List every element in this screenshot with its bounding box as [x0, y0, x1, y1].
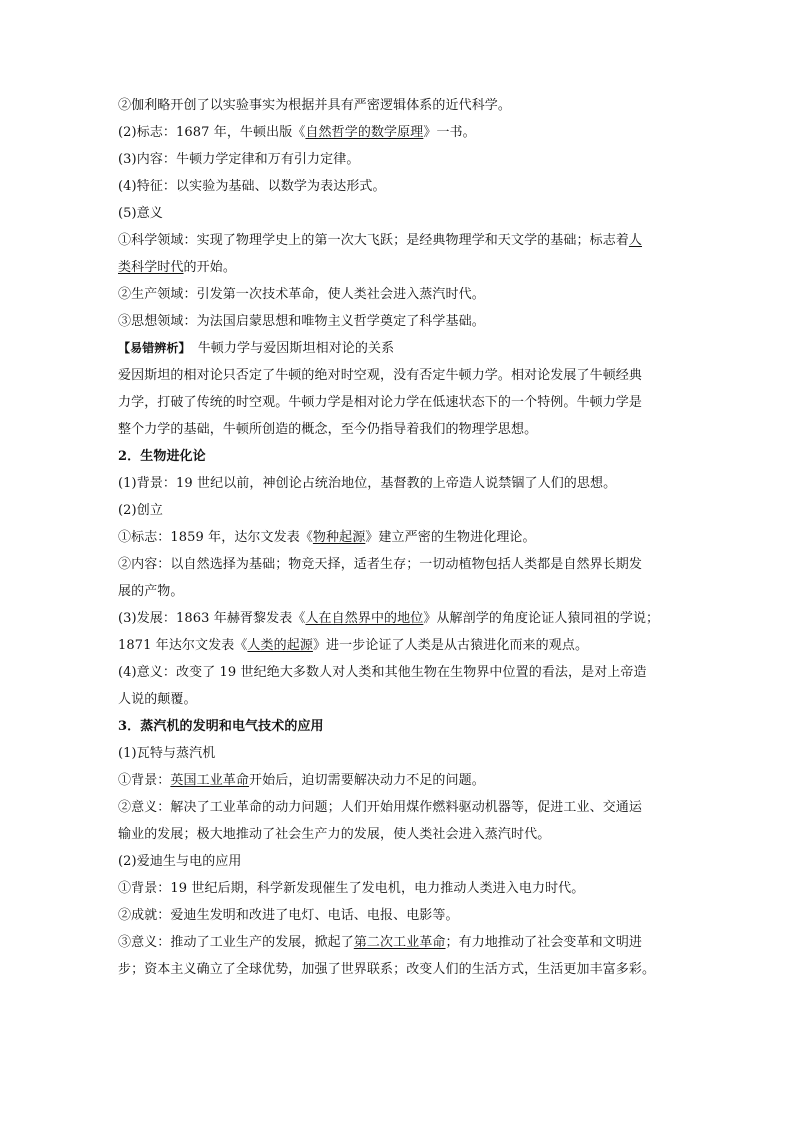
document-body — [118, 92, 680, 983]
text-segment: 爱因斯坦的相对论只否定了牛顿的绝对时空观，没有否定牛顿力学。相对论发展了牛顿经典 — [118, 368, 643, 383]
text-segment: ；有力地推动了社会变革和文明进 — [445, 935, 643, 950]
text-segment: 输业的发展；极大地推动了社会生产力的发展，使人类社会进入蒸汽时代。 — [118, 827, 551, 842]
text-line — [118, 308, 680, 335]
text-segment: 展的产物。 — [118, 584, 184, 599]
text-line — [118, 470, 680, 497]
text-segment: 人说的颠覆。 — [118, 692, 197, 707]
text-line — [118, 659, 680, 686]
text-segment: ③意义：推动了工业生产的发展，掀起了 — [118, 935, 354, 950]
text-segment: (1)背景：19 世纪以前，神创论占统治地位，基督教的上帝造人说禁锢了人们的思想。 — [118, 476, 617, 491]
underlined-term: 物种起源 — [312, 530, 366, 545]
section-heading: 3．蒸汽机的发明和电气技术的应用 — [118, 719, 324, 734]
section-heading: 2．生物进化论 — [118, 449, 206, 464]
text-line — [118, 632, 680, 659]
text-line — [118, 713, 680, 740]
text-segment: ②伽利略开创了以实验事实为根据并具有严密逻辑体系的近代科学。 — [118, 98, 512, 113]
text-segment: 力学，打破了传统的时空观。牛顿力学是相对论力学在低速状态下的一个特例。牛顿力学是 — [118, 395, 643, 410]
text-segment: 步；资本主义确立了全球优势，加强了世界联系；改变人们的生活方式，生活更加丰富多彩。 — [118, 962, 656, 977]
text-line — [118, 551, 680, 578]
text-line — [118, 227, 680, 254]
text-line — [118, 794, 680, 821]
text-segment: ①科学领域：实现了物理学史上的第一次大飞跃；是经典物理学和天文学的基础；标志着 — [118, 233, 629, 248]
text-line — [118, 956, 680, 983]
text-segment: ①背景：19 世纪后期，科学新发现催生了发电机，电力推动人类进入电力时代。 — [118, 881, 585, 896]
text-segment: ②内容：以自然选择为基础；物竞天择，适者生存；一切动植物包括人类都是自然界长期发 — [118, 557, 643, 572]
text-line — [118, 497, 680, 524]
text-segment: (2)爱迪生与电的应用 — [118, 854, 242, 869]
text-line — [118, 173, 680, 200]
underlined-term: 人在自然界中的地位 — [305, 611, 424, 626]
text-line — [118, 929, 680, 956]
text-segment: 的开始。 — [183, 260, 236, 275]
underlined-term: 人 — [628, 233, 643, 248]
underlined-term: 人类的起源 — [247, 638, 313, 653]
text-line — [118, 200, 680, 227]
text-line — [118, 92, 680, 119]
text-line — [118, 362, 680, 389]
text-segment: 开始后，迫切需要解决动力不足的问题。 — [249, 773, 485, 788]
text-segment: 1871 年达尔文发表《 — [118, 638, 248, 653]
text-line — [118, 605, 680, 632]
callout-tag: 【易错辨析】 — [118, 341, 185, 355]
underlined-term: 类科学时代 — [118, 260, 184, 275]
text-line — [118, 416, 680, 443]
text-segment: 整个力学的基础，牛顿所创造的概念，至今仍指导着我们的物理学思想。 — [118, 422, 538, 437]
text-segment: 》从解剖学的角度论证人猿同祖的学说； — [423, 611, 660, 626]
text-line — [118, 686, 680, 713]
text-segment: 》进一步论证了人类是从古猿进化而来的观点。 — [312, 638, 589, 653]
text-segment: ①标志：1859 年，达尔文发表《 — [118, 530, 313, 545]
text-line — [118, 335, 680, 362]
text-segment: (1)瓦特与蒸汽机 — [118, 746, 216, 761]
text-line — [118, 821, 680, 848]
text-line — [118, 524, 680, 551]
text-segment: (2)创立 — [118, 503, 163, 518]
text-segment: ②意义：解决了工业革命的动力问题；人们开始用煤作燃料驱动机器等，促进工业、交通运 — [118, 800, 643, 815]
text-line — [118, 146, 680, 173]
text-segment: 》建立严密的生物进化理论。 — [365, 530, 536, 545]
text-line — [118, 767, 680, 794]
text-line — [118, 389, 680, 416]
underlined-term: 自然哲学的数学原理 — [305, 125, 424, 140]
text-segment: (2)标志：1687 年，牛顿出版《 — [118, 125, 306, 140]
text-line — [118, 119, 680, 146]
text-segment: (3)发展：1863 年赫胥黎发表《 — [118, 611, 306, 626]
text-segment: ②生产领域：引发第一次技术革命，使人类社会进入蒸汽时代。 — [118, 287, 485, 302]
text-line — [118, 578, 680, 605]
text-line — [118, 902, 680, 929]
text-segment: 牛顿力学与爱因斯坦相对论的关系 — [184, 341, 395, 356]
text-line — [118, 740, 680, 767]
text-line — [118, 875, 680, 902]
text-line — [118, 281, 680, 308]
underlined-term: 英国工业革命 — [170, 773, 250, 788]
text-segment: (5)意义 — [118, 206, 163, 221]
text-segment: 》一书。 — [423, 125, 476, 140]
text-segment: (4)特征：以实验为基础、以数学为表达形式。 — [118, 179, 386, 194]
text-segment: ①背景： — [118, 773, 171, 788]
text-segment: (4)意义：改变了 19 世纪绝大多数人对人类和其他生物在生物界中位置的看法，是对上帝造 — [118, 665, 647, 680]
text-segment: ②成就：爱迪生发明和改进了电灯、电话、电报、电影等。 — [118, 908, 459, 923]
text-line — [118, 254, 680, 281]
text-segment: (3)内容：牛顿力学定律和万有引力定律。 — [118, 152, 360, 167]
text-line — [118, 443, 680, 470]
underlined-term: 第二次工业革命 — [353, 935, 446, 950]
text-line — [118, 848, 680, 875]
text-segment: ③思想领域：为法国启蒙思想和唯物主义哲学奠定了科学基础。 — [118, 314, 485, 329]
